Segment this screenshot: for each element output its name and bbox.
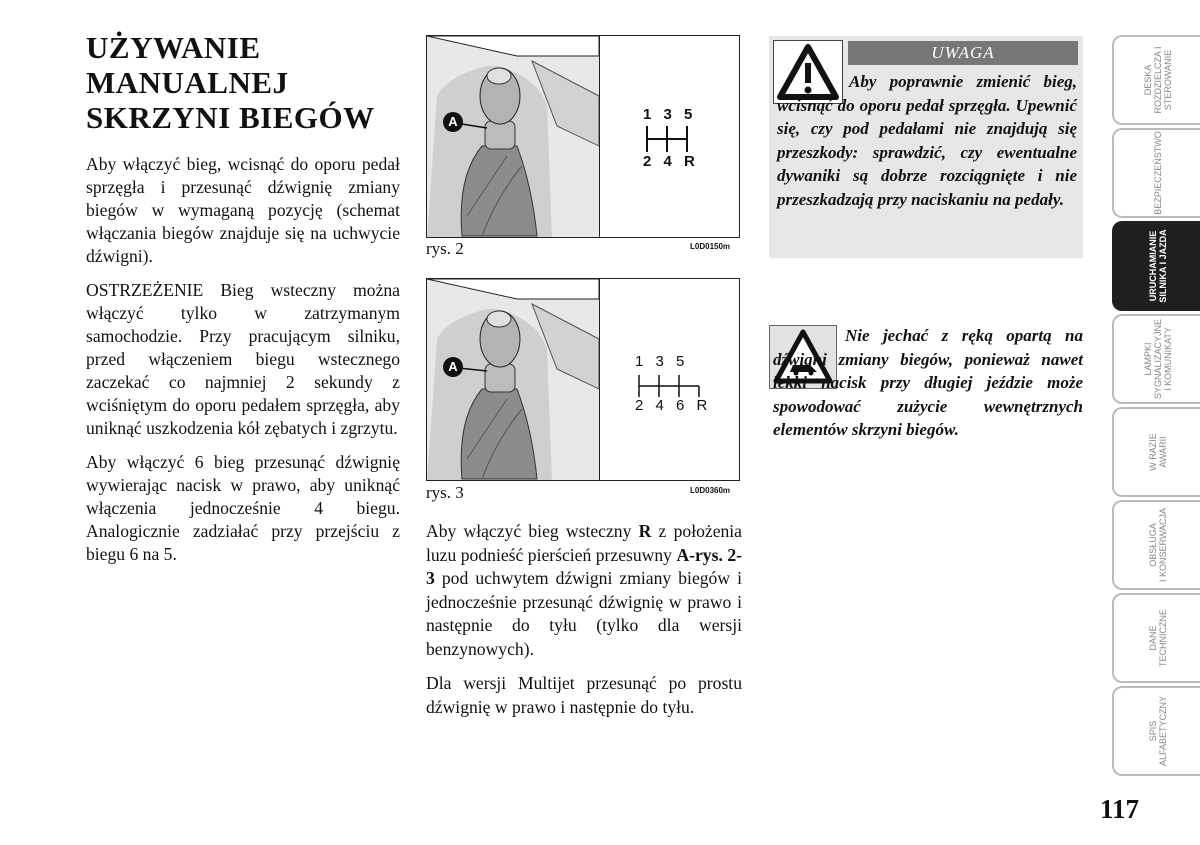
gear-lever-illustration (427, 36, 600, 237)
figure-gearshift-5speed (426, 35, 740, 238)
figure-caption: rys. 2 (426, 239, 464, 258)
paragraph: Aby włączyć bieg wsteczny R z położenia luzu podnieść pierścień przesuwny A-rys. 2-3 pod uchwytem dźwigni zmiany biegów i jednocześnie przesunąć dźwignię w prawo i następnie do tyłu (tylko dla wersji benzynowych). (426, 521, 742, 659)
figure-code: L0D0360m (690, 486, 731, 495)
figure-caption: rys. 3 (426, 483, 464, 502)
gear-bottom-row: 2 4 R (643, 153, 699, 170)
paragraph: Dla wersji Multijet przesunąć po prostu dźwignię w prawo i następnie do tyłu. (426, 673, 742, 717)
page-title: UŻYWANIE MANUALNEJ SKRZYNI BIEGÓW (86, 30, 375, 135)
gear-diagram (599, 279, 739, 480)
tab-lampki[interactable]: LAMPKI SYGNALIZACYJNE I KOMUNIKATY (1112, 314, 1200, 404)
callout-a: A (443, 112, 463, 132)
figure-code: L0D0150m (690, 242, 731, 251)
warning-text: Aby poprawnie zmienić bieg, wcisnąć do oporu pedał sprzęgła. Upewnić się, czy pod pedałami nie znajdują się przeszkody: sprawdzić, czy ewentualne dywaniki są dobrze rozciągnięte i nie przeszkadzają przy naciskaniu na pedały. (777, 72, 1077, 209)
tab-deska-rozdzielcza[interactable]: DESKA ROZDZIELCZA I STEROWANIE (1112, 35, 1200, 125)
gear-bottom-row: 2 4 6 R (635, 397, 712, 414)
tab-spis-alfabetyczny[interactable]: SPIS ALFABETYCZNY (1112, 686, 1200, 776)
tab-bezpieczenstwo[interactable]: BEZPIECZEŃSTWO (1112, 128, 1200, 218)
paragraph: Aby włączyć bieg, wcisnąć do oporu pedał sprzęgła i przesunąć dźwignię zmiany biegów w wymaganą pozycję (schemat włączania biegów znajduje się na uchwycie dźwigni). (86, 154, 400, 266)
gear-diagram (599, 36, 739, 237)
gear-top-row: 1 3 5 (643, 106, 697, 123)
figure-gearshift-6speed (426, 278, 740, 481)
callout-a: A (443, 357, 463, 377)
tab-dane-techniczne[interactable]: DANE TECHNICZNE (1112, 593, 1200, 683)
paragraph: OSTRZEŻENIE Bieg wsteczny można włączyć tylko w zatrzymanym samochodzie. Przy pracującym silniku, przed włączeniem biegu wstecznego zaczekać co najmniej 2 sekundy z wciśniętym do oporu pedałem sprzęgła, aby uniknąć uszkodzenia kół zębatych i zgrzytu. (86, 280, 400, 438)
warning-lead: OSTRZEŻENIE (86, 280, 204, 300)
page-number: 117 (1100, 794, 1140, 824)
gear-lever-illustration (427, 279, 600, 480)
paragraph: Aby włączyć 6 bieg przesunąć dźwignię wywierając nacisk w prawo, aby uniknąć włączenia jednocześnie 4 biegu. Analogicznie zadziałać przy przejściu z biegu 6 na 5. (86, 452, 400, 564)
warning-title: UWAGA (848, 41, 1078, 65)
gear-top-row: 1 3 5 (635, 353, 689, 370)
caution-text: Nie jechać z ręką opartą na dźwigni zmiany biegów, ponieważ nawet lekki nacisk przy długiej jeździe może spowodować zużycie wewnętrznych elementów skrzyni biegów. (773, 326, 1083, 439)
tab-w-razie-awarii[interactable]: W RAZIE AWARII (1112, 407, 1200, 497)
text-column-left (86, 153, 400, 577)
tab-obsluga[interactable]: OBSŁUGA I KONSERWACJA (1112, 500, 1200, 590)
text-column-middle (426, 520, 742, 730)
tab-uruchamianie[interactable]: URUCHAMIANIE SILNIKA I JAZDA (1112, 221, 1200, 311)
